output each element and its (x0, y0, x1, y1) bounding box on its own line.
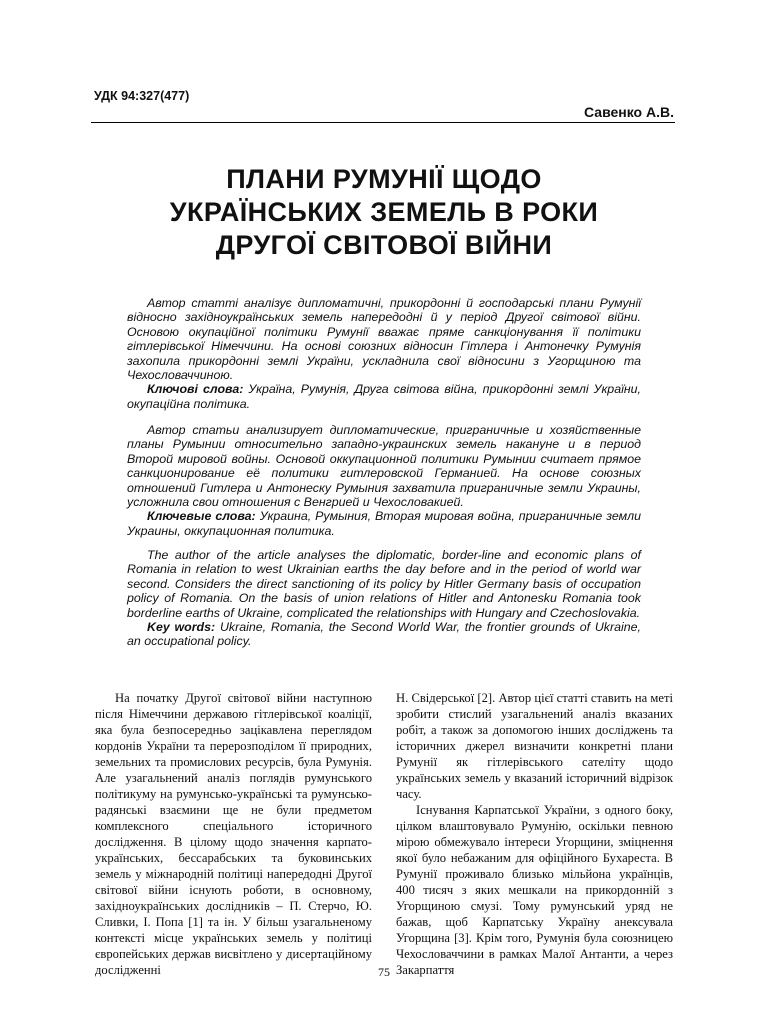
title-line: ПЛАНИ РУМУНІЇ ЩОДО (226, 164, 542, 194)
abstract-text: Автор статті аналізує дипломатичні, прикордонні й господарські плани Румунії відносно західноукраїнських земель напередодні й у період Другої світової війни. Основою окупаційної політики Румунії вважає пряме санкціонування її політики гітлерівської Німеччини. На основі союзних відносин Гітлера і Антонечку Румунія захопила прикордонні землі України, ускладнила свої відносини з Угорщиною та Чехословаччиною. (127, 296, 641, 383)
body-paragraph: На початку Другої світової війни наступною після Німеччини державою гітлерівської коаліції, яка була безпосередньо зацікавлена переглядом кордонів України та перерозподілом її природних, земельних та промислових ресурсів, була Румунія. Але узагальнений аналіз поглядів румунського політикуму на румунсько-українські та румунсько-радянські взаємини ще не були предметом комплексного спеціального історичного дослідження. В цілому щодо значення карпато-українських, бессарабських та буковинських земель у міжнародній політиці напередодні Другої світової війни існують роботи, в основному, західноукраїнських дослідників – П. Стерчо, Ю. Сливки, І. Попа [1] та ін. У більш узагальненому контексті місце українських земель у політиці європейських держав висвітлено у дисертаційному дослідженні (95, 691, 372, 977)
body-paragraph: Існування Карпатської України, з одного боку, цілком влаштовувало Румунію, оскільки певною мірою обмежувало інтереси Угорщини, зміцнення якої було небажаним для офіційного Бухареста. В Румунії проживало близько мільйона українців, 400 тисяч з яких мешкали на прикордонній з Угорщиною смузі. Тому румунський уряд не бажав, щоб Карпатську Україну анексувала Угорщина [3]. Крім того, Румунія була союзницею Чехословаччини в рамках Малої Антанти, а через Закарпаття (396, 803, 673, 977)
body-column-left (95, 690, 372, 978)
header-divider (91, 122, 675, 123)
abstract-russian (127, 423, 641, 538)
keywords-text: Україна, Румунія, Друга світова війна, прикордонні землі України, окупаційна політика. (127, 382, 641, 411)
keywords-label: Ключові слова: (147, 382, 244, 397)
article-title (91, 163, 677, 262)
page-number: 75 (378, 965, 390, 979)
title-line: УКРАЇНСЬКИХ ЗЕМЕЛЬ В РОКИ (169, 197, 599, 227)
title-line: ДРУГОЇ СВІТОВОЇ ВІЙНИ (215, 230, 553, 260)
keywords-text: Украина, Румыния, Вторая мировая война, приграничные земли Украины, оккупационная политика. (127, 509, 641, 538)
abstract-ukrainian (127, 296, 641, 411)
abstract-text: Автор статьи анализирует дипломатические, приграничные и хозяйственные планы Румынии относительно западно-украинских земель накануне и в период Второй мировой войны. Основой оккупационной политики Румынии считает прямое санкционирование её политики гитлеровской Германией. На основе союзных отношений Гитлера и Антонеску Румыния захватила приграничные земли Украины, усложнила свои отношения с Венгрией и Чехословакией. (127, 423, 641, 510)
body-column-right (396, 690, 673, 978)
body-paragraph: Н. Свідерської [2]. Автор цієї статті ставить на меті зробити стислий узагальнений аналіз вказаних робіт, а також за допомогою інших досліджень та історичних джерел визначити конкретні плани Румунії як гітлерівського сателіту щодо українських земель у вказаний історичний відрізок часу. (396, 691, 673, 801)
author-name: Савенко А.В. (584, 104, 674, 120)
udc-code: УДК 94:327(477) (94, 89, 190, 103)
abstract-english (127, 548, 641, 649)
keywords-label: Key words: (147, 620, 216, 635)
keywords-label: Ключевые слова: (147, 509, 256, 524)
keywords-text: Ukraine, Romania, the Second World War, the frontier grounds of Ukraine, an occupational policy. (127, 620, 641, 649)
abstract-text: The author of the article analyses the diplomatic, border-line and economic plans of Romania in relation to west Ukrainian earths the day before and in the period of world war second. Considers the direct sanctioning of its policy by Hitler Germany basis of occupation policy of Romania. On the basis of union relations of Hitler and Antonesku Romania took borderline earths of Ukraine, complicated the relationships with Hungary and Czechoslovakia. (127, 548, 641, 620)
